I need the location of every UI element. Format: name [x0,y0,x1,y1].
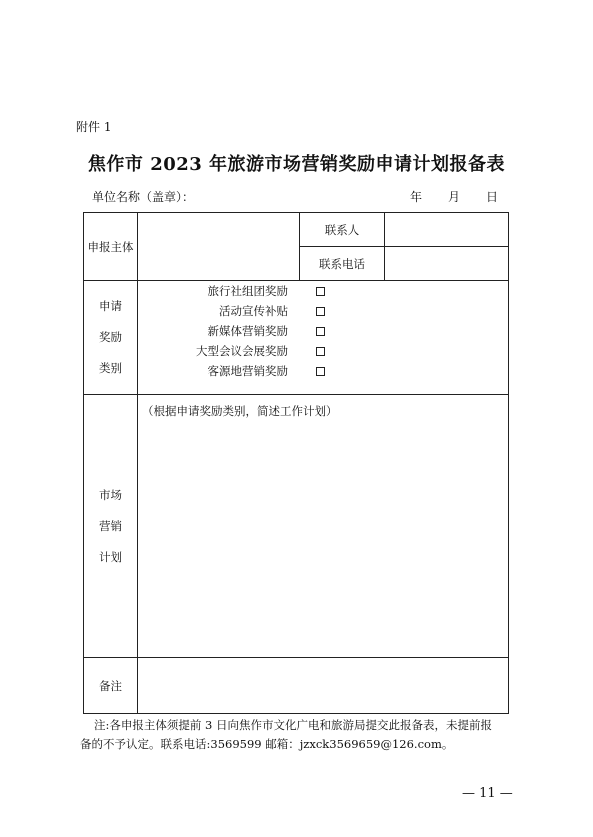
award-option-label: 大型会议会展奖励 [196,344,288,358]
checkbox-icon[interactable] [316,307,325,316]
award-category-label-line: 申请 [99,299,122,313]
applicant-value-cell[interactable] [138,213,300,281]
award-option-label: 新媒体营销奖励 [207,324,288,338]
award-option-label: 旅行社组团奖励 [207,284,288,298]
checkbox-icon[interactable] [316,347,325,356]
applicant-label: 申报主体 [84,213,138,281]
award-option-label: 活动宣传补贴 [219,304,288,318]
marketing-plan-cell[interactable] [138,395,509,658]
award-options [138,281,509,395]
contact-value-cell[interactable] [385,213,509,247]
phone-label: 联系电话 [300,247,385,281]
contact-label: 联系人 [300,213,385,247]
remark-cell[interactable] [138,658,509,714]
date-day: 日 [486,190,499,204]
award-option[interactable] [138,361,508,381]
checkbox-icon[interactable] [316,287,325,296]
footnote-line: 注:各申报主体须提前 3 日向焦作市文化广电和旅游局提交此报备表，未提前报 [94,718,492,732]
award-category-label-line: 类别 [99,361,122,375]
remark-label: 备注 [84,658,138,714]
unit-name-label: 单位名称（盖章）： [92,190,195,204]
award-category-label [84,281,138,395]
award-option[interactable] [138,341,508,361]
attachment-label: 附件 1 [76,120,112,134]
marketing-plan-label-line: 营销 [99,518,122,533]
report-form-table [83,212,509,714]
award-option-label: 客源地营销奖励 [207,364,288,378]
marketing-plan-hint: （根据申请奖励类别，简述工作计划） [142,404,338,418]
footnote-line: 备的不予认定。联系电话:3569599 邮箱：jzxck3569659@126.com。 [80,737,454,751]
date-month: 月 [448,190,461,204]
marketing-plan-label-line: 市场 [99,487,122,502]
page-title: 焦作市 2023 年旅游市场营销奖励申请计划报备表 [87,154,506,175]
page-number: — 11 — [462,786,513,801]
award-option[interactable] [138,281,508,301]
phone-value-cell[interactable] [385,247,509,281]
checkbox-icon[interactable] [316,367,325,376]
date-year: 年 [410,190,423,204]
award-option[interactable] [138,301,508,321]
marketing-plan-label [84,395,138,658]
marketing-plan-label-line: 计划 [99,549,122,564]
checkbox-icon[interactable] [316,327,325,336]
award-option[interactable] [138,321,508,341]
date-line [410,188,498,205]
footnote [80,716,514,754]
award-category-label-line: 奖励 [99,330,122,344]
